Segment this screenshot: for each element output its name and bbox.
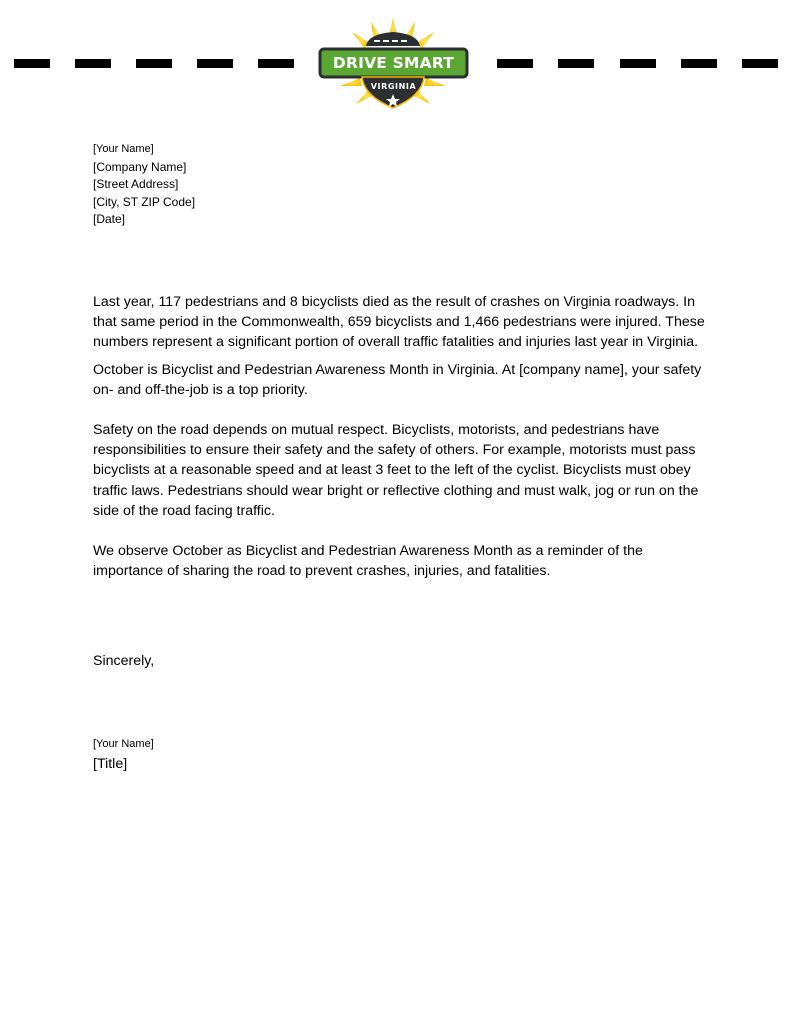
road-dashes-right (497, 59, 778, 68)
paragraph-statistics: Last year, 117 pedestrians and 8 bicyclists died as the result of crashes on Virginia roadways. In that same period in the Commonwealth, 659 bicyclists and 1,466 pedestrians were injured. These numbers represent a significant portion of overall traffic fatalities and injuries last year in Virginia. (93, 294, 705, 351)
paragraph-mutual-respect: Safety on the road depends on mutual respect. Bicyclists, motorists, and pedestrians have responsibilities to ensure their safety and the safety of others. For example, motorists must pass bicyclists at a reasonable speed and at least 3 feet to the left of the cyclist. Bicyclists must obey traffic laws. Pedestrians should wear bright or reflective clothing and must walk, jog or run on the side of the road facing traffic. (93, 422, 699, 519)
signature-name: [Your Name] (93, 738, 154, 750)
drive-smart-logo (316, 16, 471, 115)
logo-title: DRIVE SMART (332, 54, 455, 72)
letter-closing: Sincerely, (93, 653, 155, 669)
sender-city: [City, ST ZIP Code] (93, 194, 196, 209)
letter-body (93, 292, 715, 581)
road-dashes-left (14, 59, 294, 68)
sender-name: [Your Name] (93, 143, 154, 155)
paragraph-awareness-month: October is Bicyclist and Pedestrian Awareness Month in Virginia. At [company name], your safety on- and off-the-job is a top priority. (93, 361, 702, 398)
sender-company: [Company Name] (93, 159, 187, 174)
signature-title: [Title] (93, 756, 128, 772)
sender-address-block (93, 141, 195, 229)
logo-subtitle: VIRGINIA (370, 82, 417, 91)
letter-date: [Date] (93, 212, 126, 226)
paragraph-reminder: We observe October as Bicyclist and Pedestrian Awareness Month as a reminder of the importance of sharing the road to prevent crashes, injuries, and fatalities. (93, 543, 643, 580)
sender-street: [Street Address] (93, 177, 179, 191)
